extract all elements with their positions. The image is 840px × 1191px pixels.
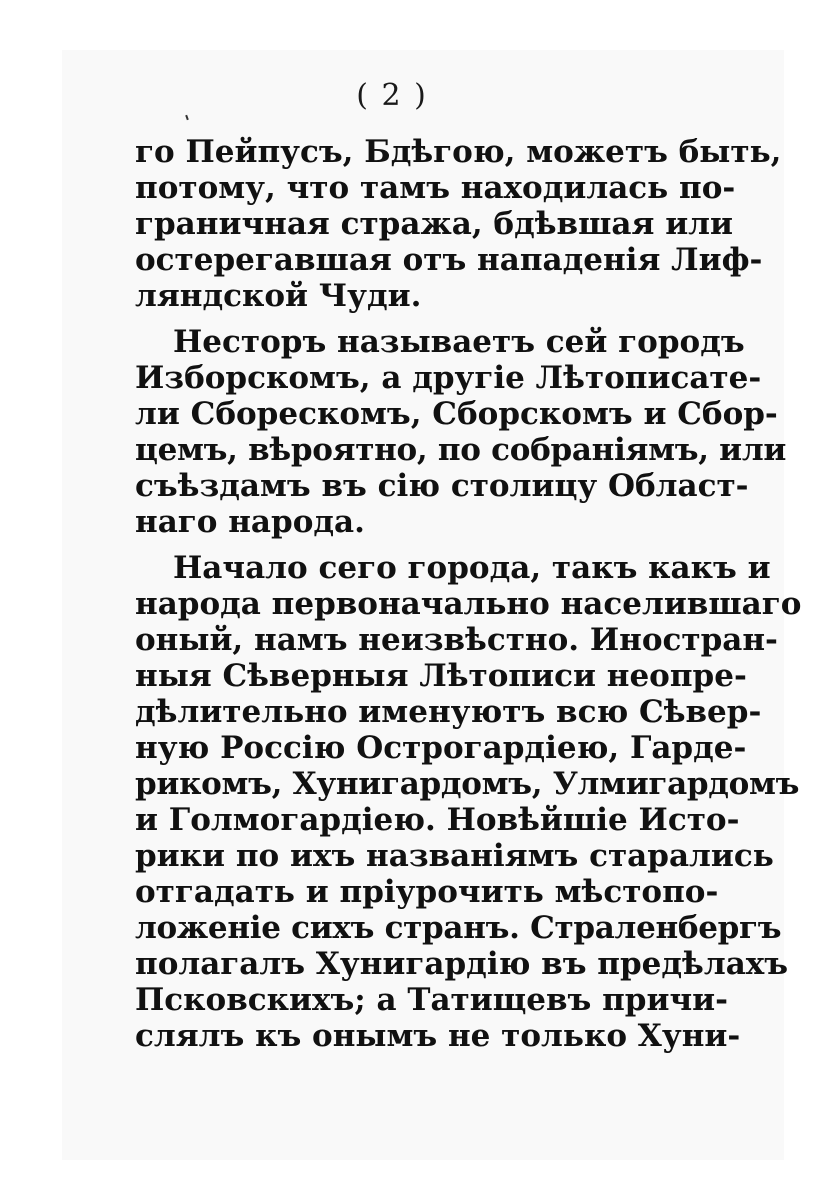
text-line: полагалъ Хунигардію въ предѣлахъ xyxy=(135,946,789,982)
text-line: отгадать и пріурочить мѣстопо- xyxy=(135,874,719,910)
text-line: рики по ихъ названіямъ старались xyxy=(135,838,774,874)
text-line: народа первоначально населившаго xyxy=(135,586,802,622)
text-line: Псковскихъ; а Татищевъ причи- xyxy=(135,982,729,1018)
text-line: Изборскомъ, а другіе Лѣтописате- xyxy=(135,360,762,396)
text-line: ныя Сѣверныя Лѣтописи неопре- xyxy=(135,658,747,694)
text-line: ложеніе сихъ странъ. Страленбергъ xyxy=(135,910,782,946)
text-line: Начало сего города, такъ какъ и xyxy=(173,550,771,586)
text-line: го Пейпусъ, Бдѣгою, можетъ быть, xyxy=(135,134,782,170)
text-line: цемъ, вѣроятно, по собраніямъ, или xyxy=(135,432,787,468)
text-line: потому, что тамъ находилась по- xyxy=(135,170,736,206)
paragraph-2 xyxy=(135,324,787,540)
text-line: граничная стража, бдѣвшая или xyxy=(135,206,734,242)
text-line: ли Сборескомъ, Сборскомъ и Сбор- xyxy=(135,396,778,432)
text-line: дѣлительно именуютъ всю Сѣвер- xyxy=(135,694,762,730)
text-line: и Голмогардіею. Новѣйшіе Исто- xyxy=(135,802,740,838)
text-line: наго народа. xyxy=(135,504,365,540)
text-line: Несторъ называетъ сей городъ xyxy=(173,324,745,360)
text-line: съѣздамъ въ сію столицу Област- xyxy=(135,468,749,504)
text-line: слялъ къ онымъ не только Хуни- xyxy=(135,1018,741,1054)
text-line: ную Россію Острогардіею, Гарде- xyxy=(135,730,747,766)
paragraph-3 xyxy=(135,550,802,1054)
paragraph-1 xyxy=(135,134,782,314)
text-line: ляндской Чуди. xyxy=(135,278,422,314)
page-number: ( 2 ) xyxy=(356,78,428,113)
text-line: оный, намъ неизвѣстно. Иностран- xyxy=(135,622,778,658)
body-text xyxy=(135,134,802,1054)
text-line: остерегавшая отъ нападенія Лиф- xyxy=(135,242,763,278)
text-line: рикомъ, Хунигардомъ, Улмигардомъ xyxy=(135,766,800,802)
